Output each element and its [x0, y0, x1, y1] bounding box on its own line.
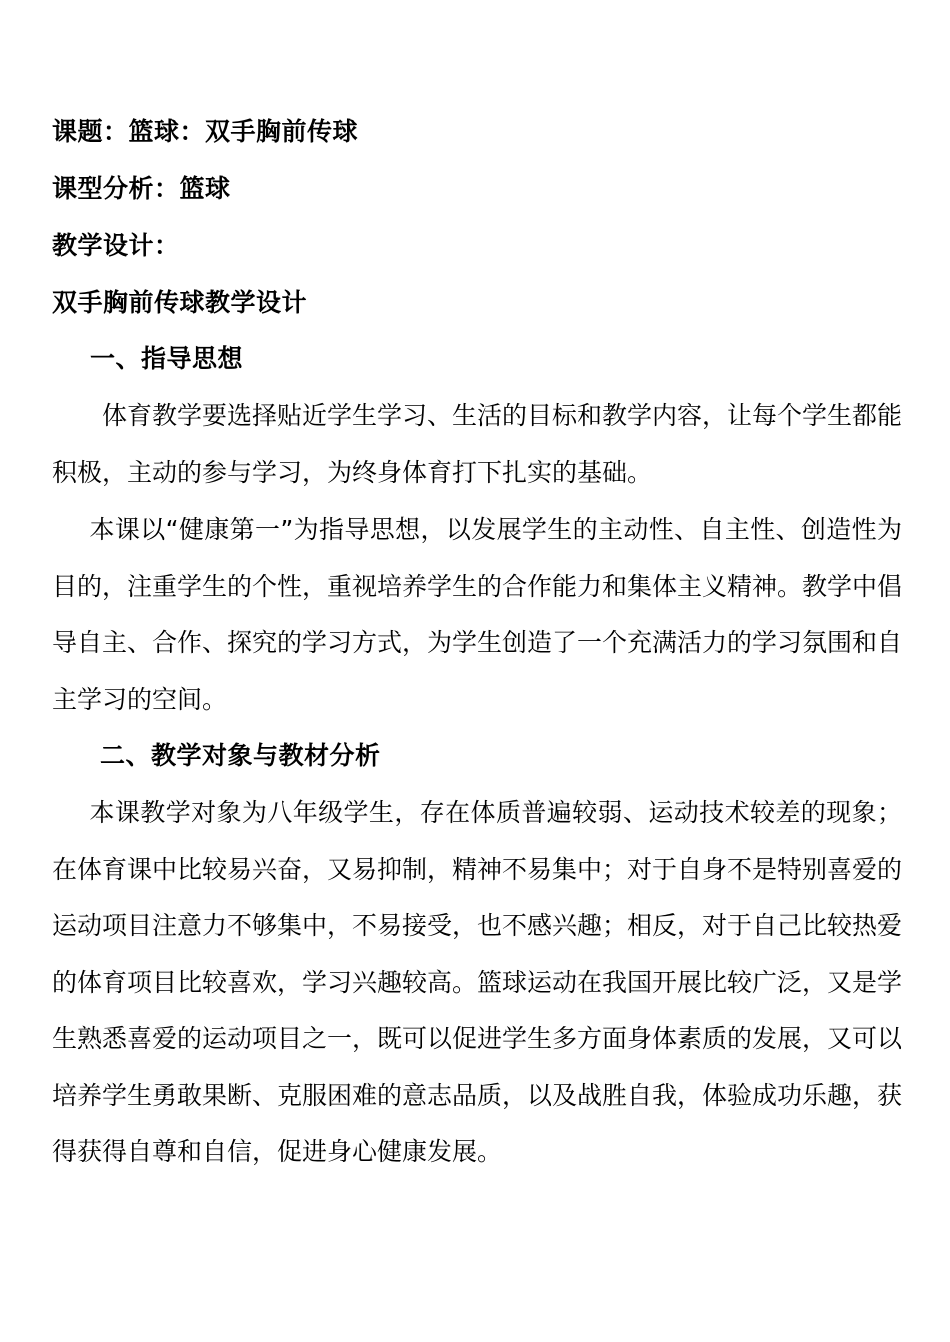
- section-heading-analysis: 二、教学对象与教材分析: [100, 741, 381, 770]
- topic-line: 课题：篮球：双手胸前传球: [52, 117, 359, 146]
- paragraph-analysis-1: 本课教学对象为八年级学生，存在体质普遍较弱、运动技术较差的现象；在体育课中比较易兴奋，又易抑制，精神不易集中；对于自身不是特别喜爱的运动项目注意力不够集中，不易接受，也不感兴趣；相反，对于自己比较热爱的体育项目比较喜欢，学习兴趣较高。篮球运动在我国开展比较广泛，又是学生熟悉喜爱的运动项目之一，既可以促进学生多方面身体素质的发展，又可以培养学生勇敢果断、克服困难的意志品质，以及战胜自我，体验成功乐趣，获得获得自尊和自信，促进身心健康发展。: [52, 798, 903, 1166]
- paragraph-guiding-1: 体育教学要选择贴近学生学习、生活的目标和教学内容，让每个学生都能积极，主动的参与学习，为终身体育打下扎实的基础。: [52, 401, 903, 487]
- design-label: 教学设计：: [52, 231, 180, 260]
- design-title: 双手胸前传球教学设计: [52, 288, 308, 317]
- course-type-line: 课型分析：篮球: [52, 174, 231, 203]
- section-heading-guiding-thought: 一、指导思想: [90, 344, 244, 373]
- paragraph-guiding-2: 本课以“健康第一”为指导思想，以发展学生的主动性、自主性、创造性为目的，注重学生的个性，重视培养学生的合作能力和集体主义精神。教学中倡导自主、合作、探究的学习方式，为学生创造了一个充满活力的学习氛围和自主学习的空间。: [52, 515, 903, 714]
